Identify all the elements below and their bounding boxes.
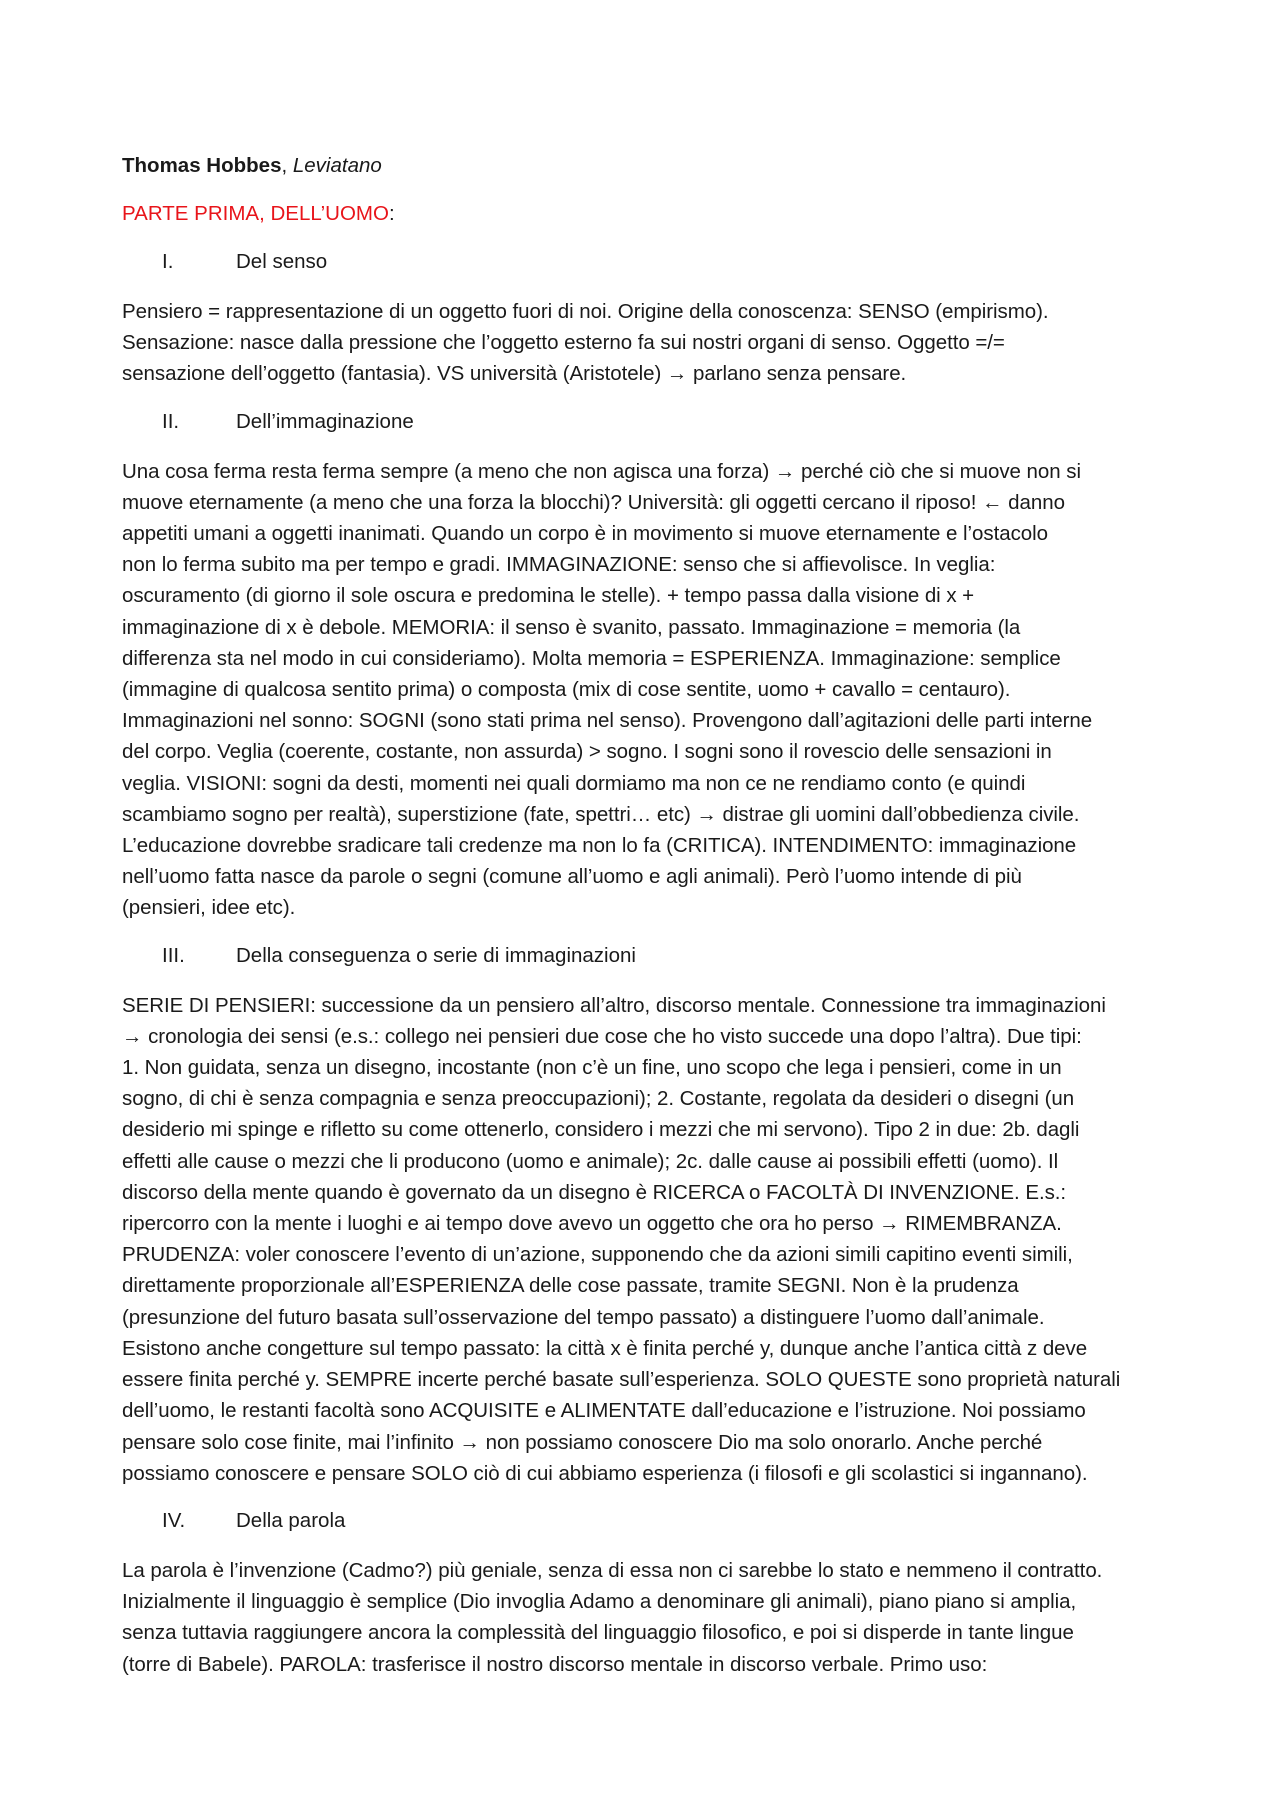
section-heading [122,248,1160,276]
paragraph-line: PRUDENZA: voler conoscere l’evento di un’azione, supponendo che da azioni simili capitino eventi simili, [122,1243,1073,1267]
part-heading-label: PARTE PRIMA, DELL’UOMO [122,202,389,225]
paragraph-line: essere finita perché y. SEMPRE incerte perché basate sull’esperienza. SOLO QUESTE sono proprietà naturali [122,1368,1121,1392]
paragraph-line: appetiti umani a oggetti inanimati. Quando un corpo è in movimento si muove eternamente e l’ostacolo [122,522,1049,546]
paragraph-line: scambiamo sogno per realtà), superstizione (fate, spettri… etc) → distrae gli uomini dall’obbedienza civile. [122,802,1080,826]
paragraph-line: Sensazione: nasce dalla pressione che l’oggetto esterno fa sui nostri organi di senso. Oggetto =/= [122,331,1005,355]
paragraph-line: senza tuttavia raggiungere ancora la complessità del linguaggio filosofico, e poi si disperde in tante lingue [122,1621,1074,1645]
paragraph-line: Immaginazioni nel sonno: SOGNI (sono stati prima nel senso). Provengono dall’agitazioni delle parti interne [122,709,1093,733]
paragraph-line: → cronologia dei sensi (e.s.: collego nei pensieri due cose che ho visto succede una dopo l’altra). Due tipi: [122,1024,1082,1048]
section-paragraph [122,1555,1160,1680]
paragraph-line: possiamo conoscere e pensare SOLO ciò di cui abbiamo esperienza (i filosofi e gli scolastici si ingannano). [122,1461,1088,1485]
paragraph-line: non lo ferma subito ma per tempo e gradi. IMMAGINAZIONE: senso che si affievolisce. In veglia: [122,553,996,577]
paragraph-line: SERIE DI PENSIERI: successione da un pensiero all’altro, discorso mentale. Connessione tra immaginazioni [122,993,1106,1017]
paragraph-line: (pensieri, idee etc). [122,896,296,920]
paragraph-line: veglia. VISIONI: sogni da desti, momenti nei quali dormiamo ma non ce ne rendiamo conto (e quindi [122,771,1026,795]
section-paragraph [122,296,1160,390]
section-title: Del senso [236,250,328,273]
section-heading [122,408,1160,436]
paragraph-line: sensazione dell’oggetto (fantasia). VS università (Aristotele) → parlano senza pensare. [122,362,907,386]
paragraph-line: 1. Non guidata, senza un disegno, incostante (non c’è un fine, uno scopo che lega i pensieri, come in un [122,1056,1062,1080]
section-heading [122,1507,1160,1535]
part-heading [122,200,1160,228]
paragraph-line: Pensiero = rappresentazione di un oggetto fuori di noi. Origine della conoscenza: SENSO (empirismo). [122,300,1049,323]
section-numeral: III. [162,943,185,967]
paragraph-line: effetti alle cause o mezzi che li producono (uomo e animale); 2c. dalle cause ai possibili effetti (uomo). Il [122,1149,1059,1173]
paragraph-line: Inizialmente il linguaggio è semplice (Dio invoglia Adamo a denominare gli animali), piano piano si amplia, [122,1590,1077,1614]
paragraph-line: L’educazione dovrebbe sradicare tali credenze ma non lo fa (CRITICA). INTENDIMENTO: immaginazione [122,834,1077,858]
sections-container [122,248,1160,1680]
paragraph-line: sogno, di chi è senza compagnia e senza preoccupazioni); 2. Costante, regolata da desideri o disegni (un [122,1087,1075,1111]
paragraph-line: immaginazione di x è debole. MEMORIA: il senso è svanito, passato. Immaginazione = memoria (la [122,615,1021,639]
paragraph-line: ripercorro con la mente i luoghi e ai tempo dove avevo un oggetto che ora ho perso → RIMEMBRANZA. [122,1212,1062,1236]
section-title: Dell’immaginazione [236,409,414,433]
paragraph-line: muove eternamente (a meno che una forza la blocchi)? Università: gli oggetti cercano il riposo! ← danno [122,490,1065,514]
section-paragraph [122,990,1160,1489]
paragraph-line: dell’uomo, le restanti facoltà sono ACQUISITE e ALIMENTATE dall’educazione e l’istruzione. Noi possiamo [122,1399,1086,1423]
section-numeral: II. [162,409,180,433]
title-work: Leviatano [292,154,382,177]
title-separator: , [281,154,293,177]
paragraph-line: pensare solo cose finite, mai l’infinito → non possiamo conoscere Dio ma solo onorarlo. Anche perché [122,1430,1043,1454]
paragraph-line: discorso della mente quando è governato da un disegno è RICERCA o FACOLTÀ DI INVENZIONE. E.s.: [122,1180,1067,1204]
section-paragraph [122,456,1160,924]
document-title [122,152,1160,180]
paragraph-line: Esistono anche congetture sul tempo passato: la città x è finita perché y, dunque anche l’antica città z deve [122,1336,1088,1360]
section-numeral: IV. [162,1508,186,1532]
paragraph-line: oscuramento (di giorno il sole oscura e predomina le stelle). + tempo passa dalla visione di x + [122,584,975,608]
paragraph-line: del corpo. Veglia (coerente, costante, non assurda) > sogno. I sogni sono il rovescio delle sensazioni in [122,740,1052,764]
section-title: Della conseguenza o serie di immaginazioni [236,943,636,967]
part-heading-suffix: : [388,202,395,225]
paragraph-line: (immagine di qualcosa sentito prima) o composta (mix di cose sentite, uomo + cavallo = centauro). [122,678,1011,702]
paragraph-line: desiderio mi spinge e rifletto su come ottenerlo, considero i mezzi che mi servono). Tipo 2 in due: 2b. dagli [122,1118,1080,1142]
section-heading [122,942,1160,970]
paragraph-line: direttamente proporzionale all’ESPERIENZA delle cose passate, tramite SEGNI. Non è la prudenza [122,1274,1019,1298]
paragraph-line: differenza sta nel modo in cui consideriamo). Molta memoria = ESPERIENZA. Immaginazione: semplice [122,646,1061,670]
paragraph-line: Una cosa ferma resta ferma sempre (a meno che non agisca una forza) → perché ciò che si muove non si [122,459,1081,483]
section-title: Della parola [236,1508,346,1532]
section-numeral: I. [162,250,174,273]
title-author: Thomas Hobbes [122,154,282,177]
paragraph-line: (presunzione del futuro basata sull’osservazione del tempo passato) a distinguere l’uomo dall’animale. [122,1305,1045,1329]
paragraph-line: (torre di Babele). PAROLA: trasferisce il nostro discorso mentale in discorso verbale. Primo uso: [122,1652,988,1676]
paragraph-line: La parola è l’invenzione (Cadmo?) più geniale, senza di essa non ci sarebbe lo stato e nemmeno il contratto. [122,1558,1103,1582]
paragraph-line: nell’uomo fatta nasce da parole o segni (comune all’uomo e agli animali). Però l’uomo intende di più [122,865,1022,889]
